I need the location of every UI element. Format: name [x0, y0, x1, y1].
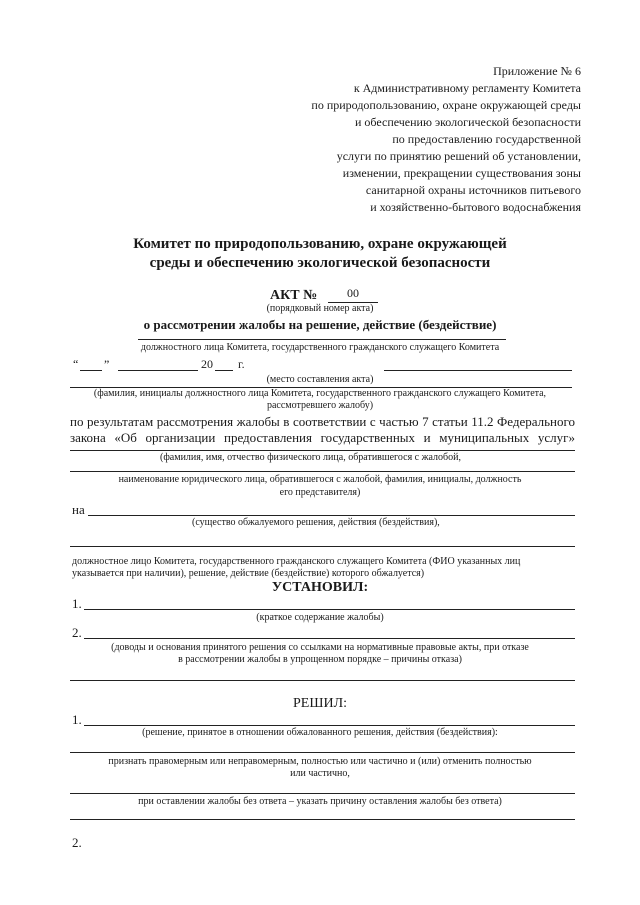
established-item1-caption: (краткое содержание жалобы)	[256, 612, 384, 623]
date-quote-close: ”	[104, 357, 110, 371]
person-line	[70, 450, 575, 451]
decided-heading: РЕШИЛ:	[293, 696, 347, 711]
established-item2-number: 2.	[72, 625, 82, 640]
established-heading: УСТАНОВИЛ:	[271, 580, 369, 595]
decided-item1-line	[84, 725, 575, 726]
appendix-line: изменении, прекращении существования зоны	[342, 166, 581, 180]
decided-item2-number: 2.	[72, 835, 82, 850]
basis-line-1: по результатам рассмотрения жалобы в соответствии с частью 7 статьи 11.2 Федерального	[70, 414, 575, 429]
official-line	[138, 339, 506, 340]
na-line	[88, 515, 575, 516]
established-item1-number: 1.	[72, 596, 82, 611]
appendix-line: услуги по принятию решений об установлении,	[336, 149, 581, 163]
established-item2-caption-1: (доводы и основания принятого решения со ссылками на нормативные правовые акты, при отказе	[111, 642, 529, 653]
decided-item1-caption-2: признать правомерным или неправомерным, полностью или частично и (или) отменить полностью	[108, 756, 532, 767]
committee-title-line1: Комитет по природопользованию, охране окружающей	[133, 236, 507, 252]
established-extra-line	[70, 680, 575, 681]
year-suffix: г.	[238, 357, 245, 371]
legal-line	[70, 471, 575, 472]
appendix-line: Приложение № 6	[493, 64, 581, 78]
appendix-line: по природопользованию, охране окружающей среды	[311, 98, 581, 112]
decided-item1-caption-3: или частично,	[290, 768, 350, 779]
appendix-line: к Административному регламенту Комитета	[353, 81, 581, 95]
decided-line-2	[70, 752, 575, 753]
official-note-2: указывается при наличии), решение, действие (бездействие) которого обжалуется)	[72, 568, 425, 579]
day-line	[80, 370, 102, 371]
established-item1-line	[84, 609, 575, 610]
decided-item1-number: 1.	[72, 712, 82, 727]
official-caption: должностного лица Комитета, государственного гражданского служащего Комитета	[140, 342, 500, 353]
legal-caption-1: наименование юридического лица, обратившегося с жалобой, фамилия, инициалы, должность	[118, 474, 522, 485]
reviewer-caption-2: рассмотревшего жалобу)	[266, 400, 374, 411]
year-prefix: 20	[201, 357, 213, 371]
act-number: 00	[347, 286, 359, 300]
committee-title-line2: среды и обеспечению экологической безопасности	[149, 255, 491, 271]
appendix-line: санитарной охраны источников питьевого	[365, 183, 581, 197]
decided-line-4	[70, 819, 575, 820]
appendix-line: и хозяйственно-бытового водоснабжения	[370, 200, 581, 214]
decided-item1-caption-4: при оставлении жалобы без ответа – указать причину оставления жалобы без ответа)	[138, 796, 502, 807]
act-label: АКТ №	[270, 288, 318, 303]
appendix-line: по предоставлению государственной	[392, 132, 581, 146]
place-line	[384, 370, 572, 371]
official-note-line	[70, 546, 575, 547]
basis-line-2: закона «Об организации предоставления государственных и муниципальных услуг»	[70, 430, 575, 445]
year-line	[215, 370, 233, 371]
date-quote-open: “	[73, 357, 79, 371]
official-note-1: должностное лицо Комитета, государственного гражданского служащего Комитета (ФИО указанных лиц	[72, 556, 521, 567]
legal-caption-2: его представителя)	[279, 487, 361, 498]
established-item2-line	[84, 638, 575, 639]
month-line	[118, 370, 198, 371]
decided-line-3	[70, 793, 575, 794]
appendix-line: и обеспечению экологической безопасности	[355, 115, 581, 129]
na-label: на	[72, 502, 85, 517]
place-caption: (место составления акта)	[266, 374, 374, 385]
decided-item1-caption: (решение, принятое в отношении обжалованного решения, действия (бездействия):	[142, 727, 498, 738]
act-subject: о рассмотрении жалобы на решение, действие (бездействие)	[143, 317, 497, 332]
person-caption: (фамилия, имя, отчество физического лица, обратившегося с жалобой,	[160, 452, 461, 463]
established-item2-caption-2: в рассмотрении жалобы в упрощенном порядке – причины отказа)	[178, 654, 462, 665]
reviewer-caption-1: (фамилия, инициалы должностного лица Комитета, государственного гражданского служащего Комитета,	[93, 388, 547, 399]
act-number-caption: (порядковый номер акта)	[266, 303, 374, 314]
essence-caption: (существо обжалуемого решения, действия (бездействия),	[192, 517, 440, 528]
